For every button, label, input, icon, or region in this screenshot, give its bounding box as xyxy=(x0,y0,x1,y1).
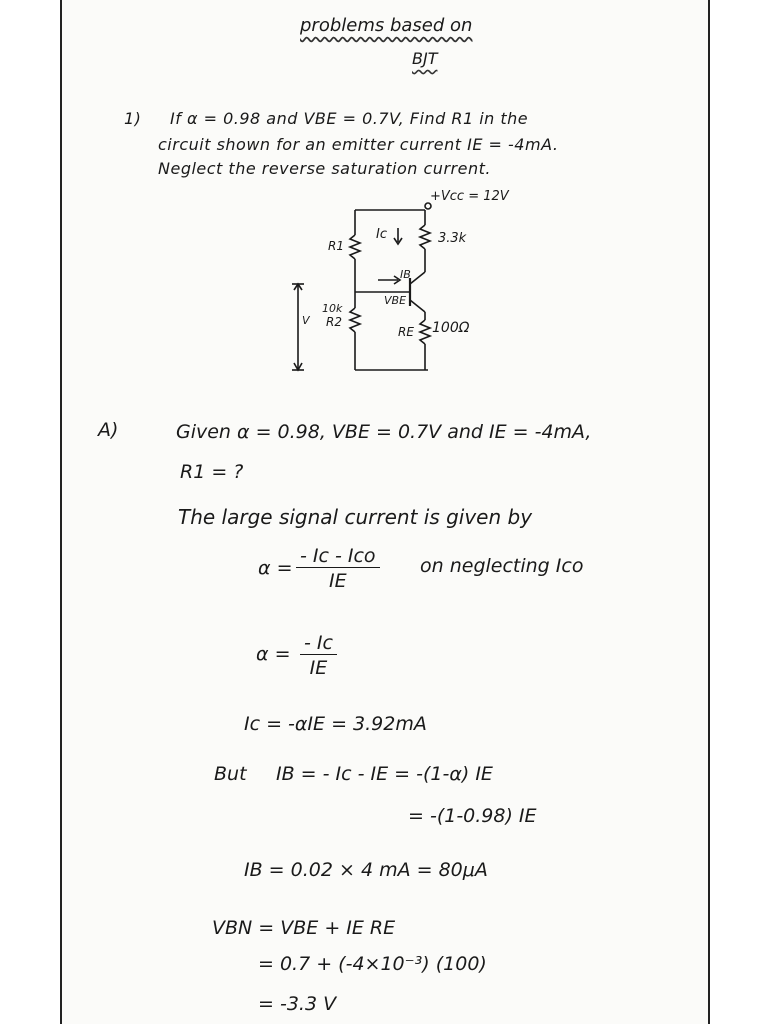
alpha2-numerator: - Ic xyxy=(300,632,337,655)
answer-label: A) xyxy=(98,419,119,441)
alpha2-fraction xyxy=(300,632,337,679)
re-resistor xyxy=(420,320,430,344)
ib-equation-2: = -(1-0.98) IE xyxy=(408,805,537,827)
bjt-circuit-diagram xyxy=(280,180,540,390)
vbn-equation-2: = 0.7 + (-4×10⁻³) (100) xyxy=(258,953,487,975)
ib-equation-1: IB = - Ic - IE = -(1-α) IE xyxy=(276,763,493,785)
r2-value-label: 10k xyxy=(322,302,343,315)
question-line-2: circuit shown for an emitter current IE = -4mA. xyxy=(158,135,559,154)
question-number: 1) xyxy=(124,109,142,128)
page-left-edge xyxy=(60,0,62,1024)
r1-label: R1 xyxy=(328,239,344,253)
alpha-numerator: - Ic - Ico xyxy=(296,545,380,568)
question-line-1: If α = 0.98 and VBE = 0.7V, Find R1 in the xyxy=(170,109,529,128)
ic-label: Ic xyxy=(376,227,387,242)
re-label: RE xyxy=(398,325,414,339)
large-signal-statement: The large signal current is given by xyxy=(178,505,533,529)
question-line-3: Neglect the reverse saturation current. xyxy=(158,159,491,178)
alpha-denominator: IE xyxy=(328,570,347,592)
r2-resistor xyxy=(350,308,360,332)
alpha-fraction xyxy=(296,545,380,592)
transistor-collector xyxy=(410,272,425,284)
neglect-statement: on neglecting Ico xyxy=(420,555,584,577)
vbn-equation-1: VBN = VBE + IE RE xyxy=(212,917,396,939)
vbe-label: VBE xyxy=(384,294,407,307)
transistor-emitter xyxy=(410,300,425,312)
page-subtitle: BJT xyxy=(412,49,438,68)
page-title: problems based on xyxy=(300,15,473,36)
but-label: But xyxy=(214,763,247,785)
r1-resistor xyxy=(350,235,360,259)
re-value-label: 100Ω xyxy=(432,320,470,336)
voltage-label: V xyxy=(302,314,310,327)
ib-result: IB = 0.02 × 4 mA = 80μA xyxy=(244,859,488,881)
ic-calculation: Ic = -αIE = 3.92mA xyxy=(244,713,427,735)
alpha-lhs: α = xyxy=(258,557,293,579)
find-statement: R1 = ? xyxy=(180,461,244,483)
vbn-result: = -3.3 V xyxy=(258,993,337,1015)
alpha2-denominator: IE xyxy=(309,657,328,679)
given-statement: Given α = 0.98, VBE = 0.7V and IE = -4mA, xyxy=(176,421,592,443)
rc-resistor xyxy=(420,225,430,249)
vcc-label: +Vcc = 12V xyxy=(430,189,509,204)
ib-label: IB xyxy=(400,268,411,281)
rc-value-label: 3.3k xyxy=(438,231,467,246)
r2-label: R2 xyxy=(326,315,342,329)
page-right-edge xyxy=(708,0,710,1024)
alpha2-lhs: α = xyxy=(256,643,291,665)
